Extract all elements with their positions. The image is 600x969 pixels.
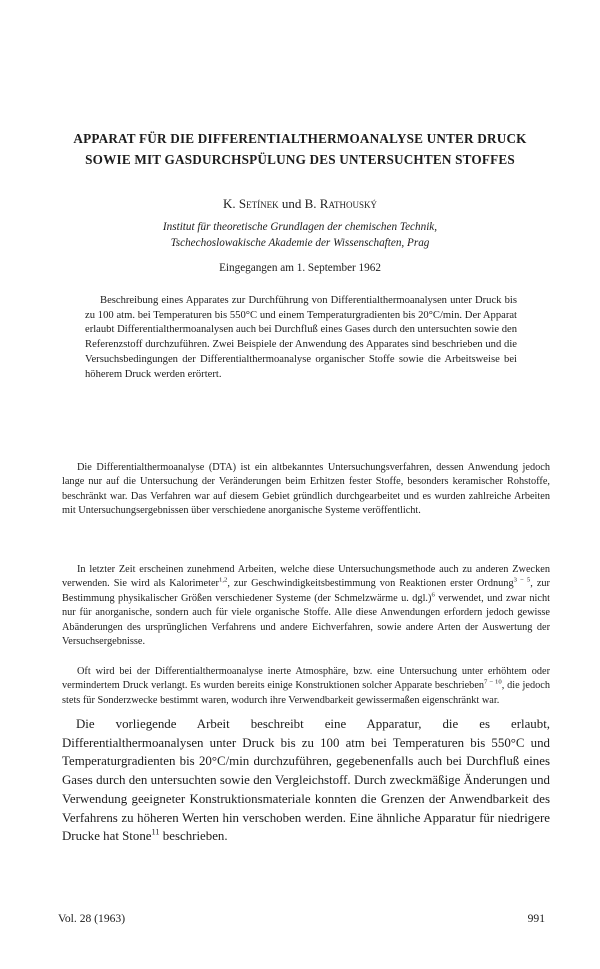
reference-superscript: 11 — [151, 827, 160, 837]
paragraph-text: Die Differentialthermoanalyse (DTA) ist ein altbekanntes Untersuchungsverfahren, dessen Anwendung jedoch lange nur auf die Untersuchung der Veränderungen beim Erhitzen fester Stoffe, besonders keramischer Rohstoffe, beschränkt war. Das Verfahren war auf diesem Gebiet gründlich durchgearbeitet und es wurden zahlreiche Arbeiten mit Untersuchungsergebnissen über verschiedene anorganische Systeme veröffentlicht. — [62, 462, 550, 517]
authors — [0, 196, 600, 212]
author-1-name: Setínek — [238, 196, 279, 211]
text-run: , die jedoch stets für Sonderzwecke bestimmt waren, wodurch ihre Verwendbarkeit gewissermaßen eigenschränkt war. — [62, 680, 550, 706]
body-paragraph-3 — [62, 665, 550, 708]
title-line-2: SOWIE MIT GASDURCHSPÜLUNG DES UNTERSUCHTEN STOFFES — [85, 152, 515, 167]
author-conjunction: und — [278, 196, 305, 211]
article-title — [30, 128, 570, 170]
paragraph-text — [62, 665, 550, 708]
title-line-1: APPARAT FÜR DIE DIFFERENTIALTHERMOANALYSE UNTER DRUCK — [73, 131, 527, 146]
abstract-text: Beschreibung eines Apparates zur Durchführung von Differentialthermoanalysen unter Druck bis zu 100 atm. bei Temperaturen bis 550°C und einem Temperaturgradienten bis 20°C/min. Der Apparat erlaubt Differentialthermoanalysen auch bei Durchfluß eines Gases durch den untersuchten sowie den Referenzstoff durchzuführen. Zwei Beispiele der Anwendung des Apparates sind beschrieben und die Versuchsbedingungen der Differentialthermoanalyse organischer Stoffe sowie die Arbeitsweise bei höherem Druck werden erörtert. — [85, 295, 517, 380]
reference-superscript: 3 − 5 — [513, 576, 531, 584]
abstract — [85, 294, 517, 382]
reference-superscript: 6 — [431, 591, 435, 599]
body-paragraph-4 — [62, 715, 550, 846]
institution-line-1: Institut für theoretische Grundlagen der chemischen Technik, — [162, 221, 438, 233]
paragraph-text — [62, 715, 550, 846]
text-run: verwendet, und zwar nicht nur für anorganische, sondern auch für viele organische Stoffe. Alle diese Anwendungen erfordern jedoch gewisse Abänderungen des ursprünglichen Verfahrens und andere Eichverfahren, sowie andere Arten der Auswertung der Versuchsergebnisse. — [62, 592, 551, 648]
author-2-initial: B. — [304, 196, 320, 211]
text-run: , zur Geschwindigkeitsbestimmung von Reaktionen erster Ordnung — [227, 578, 514, 590]
page-number: 991 — [527, 912, 545, 925]
text-run: Die vorliegende Arbeit beschreibt eine Apparatur, die es erlaubt, Differentialthermoanalysen unter Druck bis zu 100 atm bei Temperaturen bis 550°C und Temperaturgradienten bis 20°C/min durchzuführen, gegebenenfalls auch bei Durchfluß eines Gases durch den untersuchten sowie den Vergleichstoff. Durch zweckmäßige Änderungen und Verwendung geeigneter Konstruktionsmateriale konnten die Grenzen der Anwendbarkeit des Verfahrens zu höheren Werten hin verschoben werden. Eine ähnliche Apparatur für niedrigere Drucke hat Stone — [62, 717, 550, 844]
author-1-initial: K. — [223, 196, 239, 211]
paragraph-text — [62, 563, 550, 649]
text-run: , zur Bestimmung physikalischer Größen verschiedener Systeme (der Schmelzwärme u. dgl.) — [62, 578, 550, 604]
volume-info: Vol. 28 (1963) — [58, 912, 126, 925]
text-run: Oft wird bei der Differentialthermoanalyse inerte Atmosphäre, bzw. eine Untersuchung unter erhöhtem oder vermindertem Druck verlangt. Es wurden bereits einige Konstruktionen solcher Apparate beschrieben — [62, 666, 550, 692]
page-footer — [58, 912, 545, 925]
body-paragraph-2 — [62, 563, 550, 649]
body-paragraph-1 — [62, 461, 550, 519]
text-run: beschrieben. — [159, 829, 228, 844]
reference-superscript: 1,2 — [218, 576, 228, 584]
institution-line-2: Tschechoslowakische Akademie der Wissenschaften, Prag — [170, 237, 430, 249]
received-date: Eingegangen am 1. September 1962 — [219, 262, 381, 274]
author-2-name: Rathouský — [319, 196, 377, 211]
institution — [0, 219, 600, 251]
reference-superscript: 7 − 10 — [484, 678, 502, 686]
text-run: In letzter Zeit erscheinen zunehmend Arbeiten, welche diese Untersuchungsmethode auch zu anderen Zwecken verwenden. Sie wird als Kalorimeter — [62, 564, 550, 590]
